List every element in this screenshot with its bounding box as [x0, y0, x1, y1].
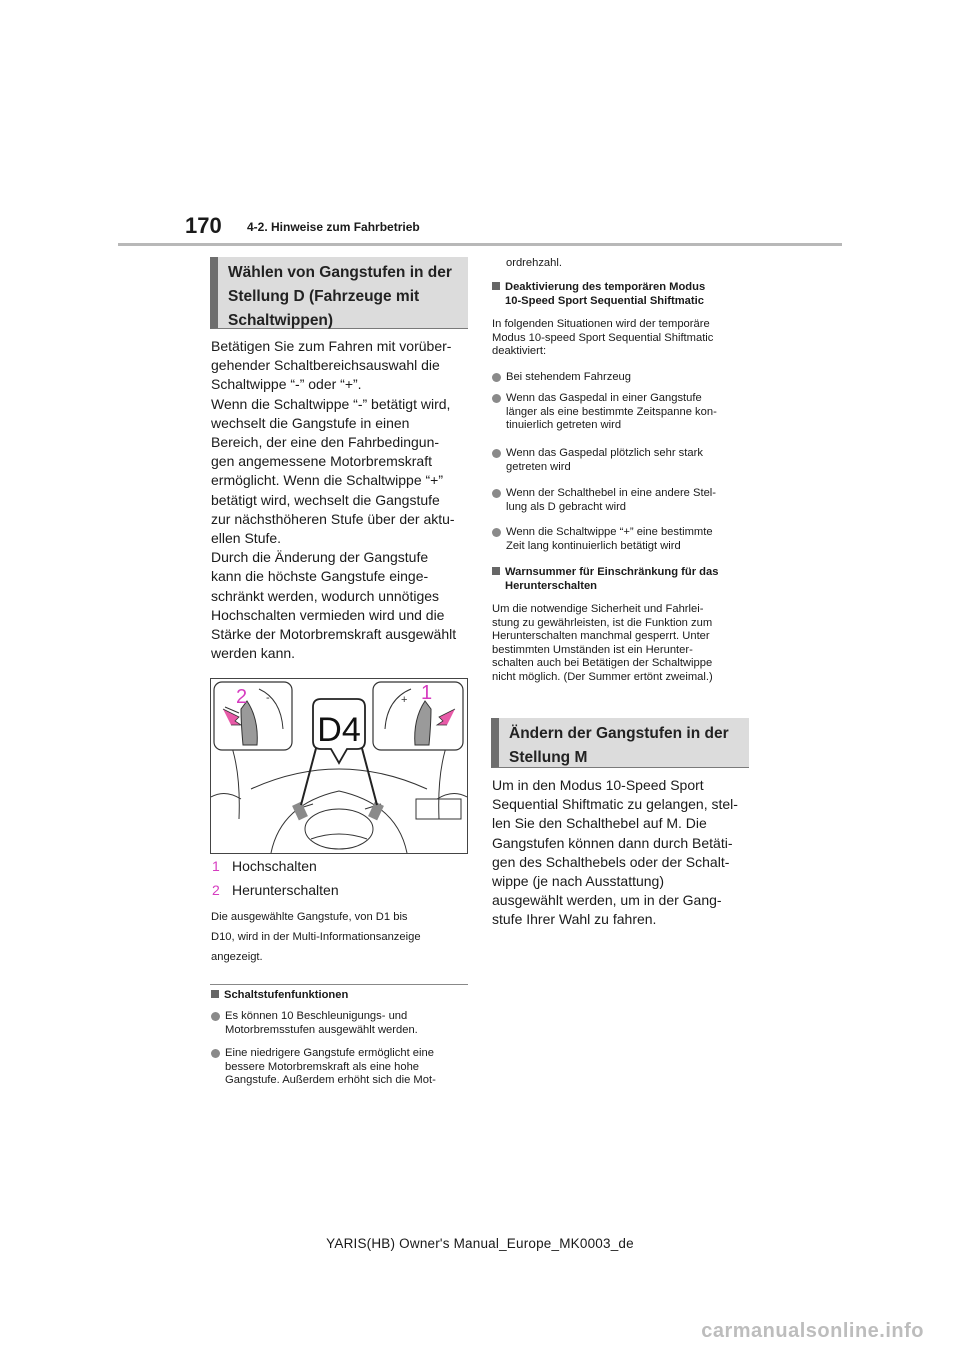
- gear-display-text: D4: [317, 711, 361, 749]
- divider: [210, 984, 468, 985]
- list-item-text: Eine niedrigere Gangstufe ermöglicht eine bessere Motorbremskraft als eine hohe Gangstufe. Außerdem erhöht sich die Mot-: [225, 1047, 436, 1086]
- legend-item: [212, 858, 317, 874]
- legend-label: Herunterschalten: [232, 882, 339, 898]
- list-item: [492, 392, 750, 433]
- paragraph: In folgenden Situationen wird der temporäre Modus 10-speed Sport Sequential Shiftmatic deaktiviert:: [492, 318, 714, 357]
- sub-heading-text: Warnsummer für Einschränkung für das Herunterschalten: [505, 566, 719, 592]
- round-bullet-icon: [211, 1049, 220, 1058]
- square-bullet-icon: [492, 567, 500, 575]
- sub-heading-deactivation: [492, 281, 750, 308]
- list-item-text: Wenn die Schaltwippe “+” eine bestimmte Zeit lang kontinuierlich betätigt wird: [506, 526, 713, 552]
- round-bullet-icon: [492, 449, 501, 458]
- minus-symbol-label: -: [266, 692, 270, 704]
- sub-heading-text: Deaktivierung des temporären Modus 10-Speed Sport Sequential Shiftmatic: [505, 281, 706, 307]
- callout-upshift: 1: [421, 682, 433, 704]
- continuation-text: ordrehzahl.: [506, 257, 562, 269]
- footer-text: YARIS(HB) Owner's Manual_Europe_MK0003_de: [326, 1236, 634, 1251]
- list-item: [211, 1047, 469, 1088]
- header-divider: [118, 243, 842, 246]
- list-item-text: Wenn der Schalthebel in eine andere Stel- lung als D gebracht wird: [506, 487, 717, 513]
- square-bullet-icon: [492, 282, 500, 290]
- paragraph: Um die notwendige Sicherheit und Fahrlei- stung zu gewährleisten, ist die Funktion zum Herunterschalten manchmal gesperrt. Unter bestimmten Umständen ist ein Herunter- schalten auch bei Betätigen der Schaltwippe nicht möglich. (Der Summer ertönt zweimal.): [492, 603, 713, 683]
- legend-label: Hochschalten: [232, 858, 317, 874]
- square-bullet-icon: [211, 990, 219, 998]
- paddle-shifter-illustration: [210, 678, 468, 854]
- list-item: [492, 526, 750, 553]
- list-item-text: Wenn das Gaspedal plötzlich sehr stark getreten wird: [506, 447, 703, 473]
- list-item: [492, 371, 750, 385]
- watermark: carmanualsonline.info: [701, 1320, 924, 1342]
- legend-item: [212, 882, 339, 898]
- plus-symbol-label: +: [401, 694, 408, 706]
- list-item-text: Bei stehendem Fahrzeug: [506, 371, 632, 383]
- callout-downshift: 2: [236, 686, 248, 708]
- legend-number: 1: [212, 858, 220, 874]
- round-bullet-icon: [492, 528, 501, 537]
- list-item: [492, 447, 750, 474]
- list-item-text: Es können 10 Beschleunigungs- und Motorbremsstufen ausgewählt werden.: [225, 1010, 418, 1036]
- body-paragraph: Betätigen Sie zum Fahren mit vorüber- gehender Schaltbereichsauswahl die Schaltwippe “-” oder “+”. Wenn die Schaltwippe “-” betätigt wird, wechselt die Gangstufe in einen Bereich, der eine den Fahrbedingun- gen angemessene Motorbremskraft ermöglicht. Wenn die Schaltwippe “+” betätigt wird, wechselt die Gangstufe zur nächsthöheren Stufe über der aktu- ellen Stufe. Durch die Änderung der Gangstufe kann die höchste Gangstufe einge- schränkt werden, wodurch unnötiges Hochschalten vermieden wird und die Stärke der Motorbremskraft ausgewählt werden kann.: [211, 338, 457, 662]
- list-item: [492, 487, 750, 514]
- list-item-text: Wenn das Gaspedal in einer Gangstufe länger als eine bestimmte Zeitspanne kon- tinuierlich getreten wird: [506, 392, 717, 431]
- sub-heading-downshift-warning: [492, 566, 750, 593]
- legend-number: 2: [212, 882, 220, 898]
- left-paddle-small: [292, 802, 308, 821]
- section-title: 4-2. Hinweise zum Fahrbetrieb: [247, 220, 420, 234]
- list-item: [211, 1010, 469, 1037]
- sub-heading-shift-functions: [211, 989, 469, 1003]
- figure-note: Die ausgewählte Gangstufe, von D1 bis D10, wird in der Multi-Informationsanzeige angezeigt.: [211, 911, 421, 963]
- round-bullet-icon: [492, 489, 501, 498]
- section-heading-gear-selection-d: Wählen von Gangstufen in der Stellung D (Fahrzeuge mit Schaltwippen): [210, 257, 468, 329]
- page-number: 170: [185, 213, 222, 238]
- body-paragraph: Um in den Modus 10-Speed Sport Sequential Shiftmatic zu gelangen, stel- len Sie den Schalthebel auf M. Die Gangstufen können dann durch Betäti- gen des Schalthebels oder der Schalt- wippe (je nach Ausstattung) ausgewählt werden, um in der Gang- stufe Ihrer Wahl zu fahren.: [492, 777, 738, 928]
- round-bullet-icon: [492, 373, 501, 382]
- round-bullet-icon: [492, 394, 501, 403]
- sub-heading-text: Schaltstufenfunktionen: [224, 989, 349, 1001]
- section-heading-gear-change-m: Ändern der Gangstufen in der Stellung M: [491, 718, 749, 768]
- round-bullet-icon: [211, 1012, 220, 1021]
